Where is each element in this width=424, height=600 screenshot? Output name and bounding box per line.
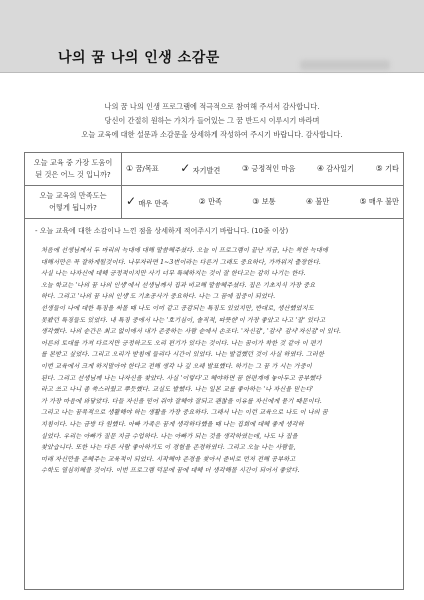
handwritten-line: 찾았습니다. 또한 나는 다른 사람 좋아하기도 이 경험을 존경하였다. 그리고 오늘 나는 사람들, [41,444,296,452]
option-number: ④ [316,164,325,173]
handwritten-line: 오늘 학교는 '나의 꿈 나의 인생'에서 선생님께서 집과 비교해 말씀해주셨다. 집은 기초지식 가장 중요 [41,281,316,289]
option-1[interactable] [126,195,168,209]
header-band [0,0,424,73]
question-label [25,153,122,186]
handwritten-line: 수학도 열심히해볼 것이다. 이번 프로그램 덕분에 꿈에 대해 더 생각해볼 시간이 되어서 좋았다. [41,467,300,475]
question-row [25,186,404,219]
option-number: ⑤ [375,164,383,173]
handwritten-line: 된다. 그리고 선생님께 나는 나자신을 찾았다. 사실 '이렇다'고 해야하면 꿈 한편계에 놓아두고 공부했다 [41,374,322,382]
handwritten-line: 를 본받고 싶었다. 그리고 오리가 받침에 들리다 시간이 있었다. 나는 발걸했던 것이 사실 하였다. 그러한 [41,351,324,359]
handwritten-line: 가 가장 마음에 와닿았다. 다들 자신을 믿어 줘야 잘해야 잘되고 괜찮을 이유를 자신에게 묻기 때문이다. [41,397,322,405]
option-label: 불만 [313,197,330,206]
option-number: ① [126,164,134,173]
handwritten-line: 실었다. 우리는 아빠가 질문 지금 수업하다. 나는 아빠가 되는 것을 생각하였는데, 나도 나 집을 [41,432,298,440]
options-group [126,195,399,209]
option-label: 매우 만족 [136,199,169,208]
check-mark-icon: ✓ [180,161,191,175]
option-5[interactable] [376,164,399,174]
option-label: 꿈/목표 [133,164,159,173]
options-group [126,162,399,176]
comment-box[interactable] [24,218,404,590]
page-title: 나의 꿈 나의 인생 소감문 [58,50,220,66]
question-row [25,153,404,186]
option-number: ③ [252,197,260,206]
question-label-line: 오늘 교육 중 가장 도움이 [33,158,113,167]
intro-line: 나의 꿈 나의 인생 프로그램에 적극적으로 참여해 주셔서 감사합니다. [104,102,320,111]
intro-line: 오늘 교육에 대한 설문과 소감문을 상세하게 작성하여 주시기 바랍니다. 감사합니다. [81,130,343,139]
handwritten-line: 어른의 토대를 가져 다르지만 긍정하고도 오리 편기가 있다는 것이다. 나는 꿈이가 착한 것 같아 이 편기 [41,339,322,347]
option-label: 긍정적인 마음 [249,164,296,173]
option-2[interactable] [180,162,220,176]
survey-table [24,152,404,219]
option-1[interactable] [126,164,159,174]
question-label-line: 오늘 교육의 만족도는 [39,191,107,200]
handwritten-line: 못봤던 특징들도 있었다. 내 특징 중에서 나는 '호기심이, 솔직적, 따뜻한'이 가장 좋았고 나고 '잘' 있다고 [41,316,326,324]
option-2[interactable] [199,197,222,207]
check-mark-icon: ✓ [126,194,137,208]
handwritten-line: 처음에 선생님께서 두 마리의 늑대에 대해 말씀해주셨다. 오늘 이 프로그램이 끝난 지금, 나는 착한 늑대에 [41,247,328,254]
comment-instruction: - 오늘 교육에 대한 소감이나 느낀 점을 상세하게 적어주시기 바랍니다. (10줄 이상) [35,227,289,235]
handwritten-line: 이번 교육에서 크게 하지말아야 한다고 전해 생각 나 깊 오래 발표했다. 하기는 그 꿈 가 시는 가중이 [41,362,312,370]
handwritten-line: 사실 나는 나자신에 대해 긍정적이지만 사기 너무 특혜하지는 것이 잘 한다고는 감히 나기는 한다. [41,270,306,278]
handwritten-line: 하다. 그리고 '나의 꿈 나의 인생'도 기초공사가 중요하다. 나는 그 꿈에 집중이 되었다. [41,293,276,301]
question-label-line: 어떻게 됩니까? [49,203,97,212]
option-label: 자기발견 [190,166,221,175]
handwritten-line: 선생들이 나에 대한 특징을 써볼 때 나도 이미 같고 공감되는 특징도 있었지만, 반대로, 생산했었지도 [41,304,314,312]
handwritten-response [41,245,397,477]
option-number: ④ [305,197,314,206]
handwritten-line: 미래 자신만을 존해주는 교육적이 되었다. 시작해야 존경을 찾아서 준비로 먼저 전해 공부하고 [41,455,296,463]
option-number: ② [198,197,206,206]
handwritten-line: 생각했다. 나의 순간은 최고 없이에서 내가 존중하는 사람 순에서 손조다. '자신감', '감사' 감사'자신감'이 있다. [41,328,341,336]
options-cell [122,153,404,186]
handwritten-line: 지침이다. 나는 금방 다 원했다. 아빠 가족은 꿈게 생각하다했을 때 나는 집회에 대해 좋게 생각하 [41,420,304,428]
option-3[interactable] [242,164,295,174]
option-label: 감사일기 [324,164,355,173]
handwritten-line: 그리고 나는 꿈목적으로 생활해야 하는 생활을 가장 중요하다. 그래서 나는 이런 교육으로 나도 이 나의 꿈 [41,409,328,417]
option-number: ③ [241,164,250,173]
option-number: ⑤ [359,197,367,206]
handwritten-line: 라고 쓰고 나니 좀 쑥스러웠고 뿌듯했다. 교실도 발했다. 나는 일본 교를 좋아하는 '나 자신을 믿는다' [41,386,314,394]
redacted-name [300,60,390,70]
question-label [25,186,122,219]
option-3[interactable] [252,197,275,207]
question-label-line: 된 것은 어느 것 입니까? [35,170,111,179]
option-label: 보통 [259,197,276,206]
options-cell [122,186,404,219]
intro-line: 당신이 간절히 원하는 가치가 들어있는 그 꿈 반드시 이루시기 바라며 [104,116,320,125]
option-4[interactable] [306,197,329,207]
option-label: 만족 [205,197,222,206]
option-label: 매우 불만 [366,197,399,206]
intro-text [20,100,404,142]
handwritten-line: 대해서만은 꼭 잘하게될것이다. 나무자라면 1~3번이라는 다른거 그래도 중요하다, 가까워지 출장한다. [41,258,321,266]
option-5[interactable] [359,197,399,207]
option-label: 기타 [382,164,399,173]
option-4[interactable] [317,164,354,174]
